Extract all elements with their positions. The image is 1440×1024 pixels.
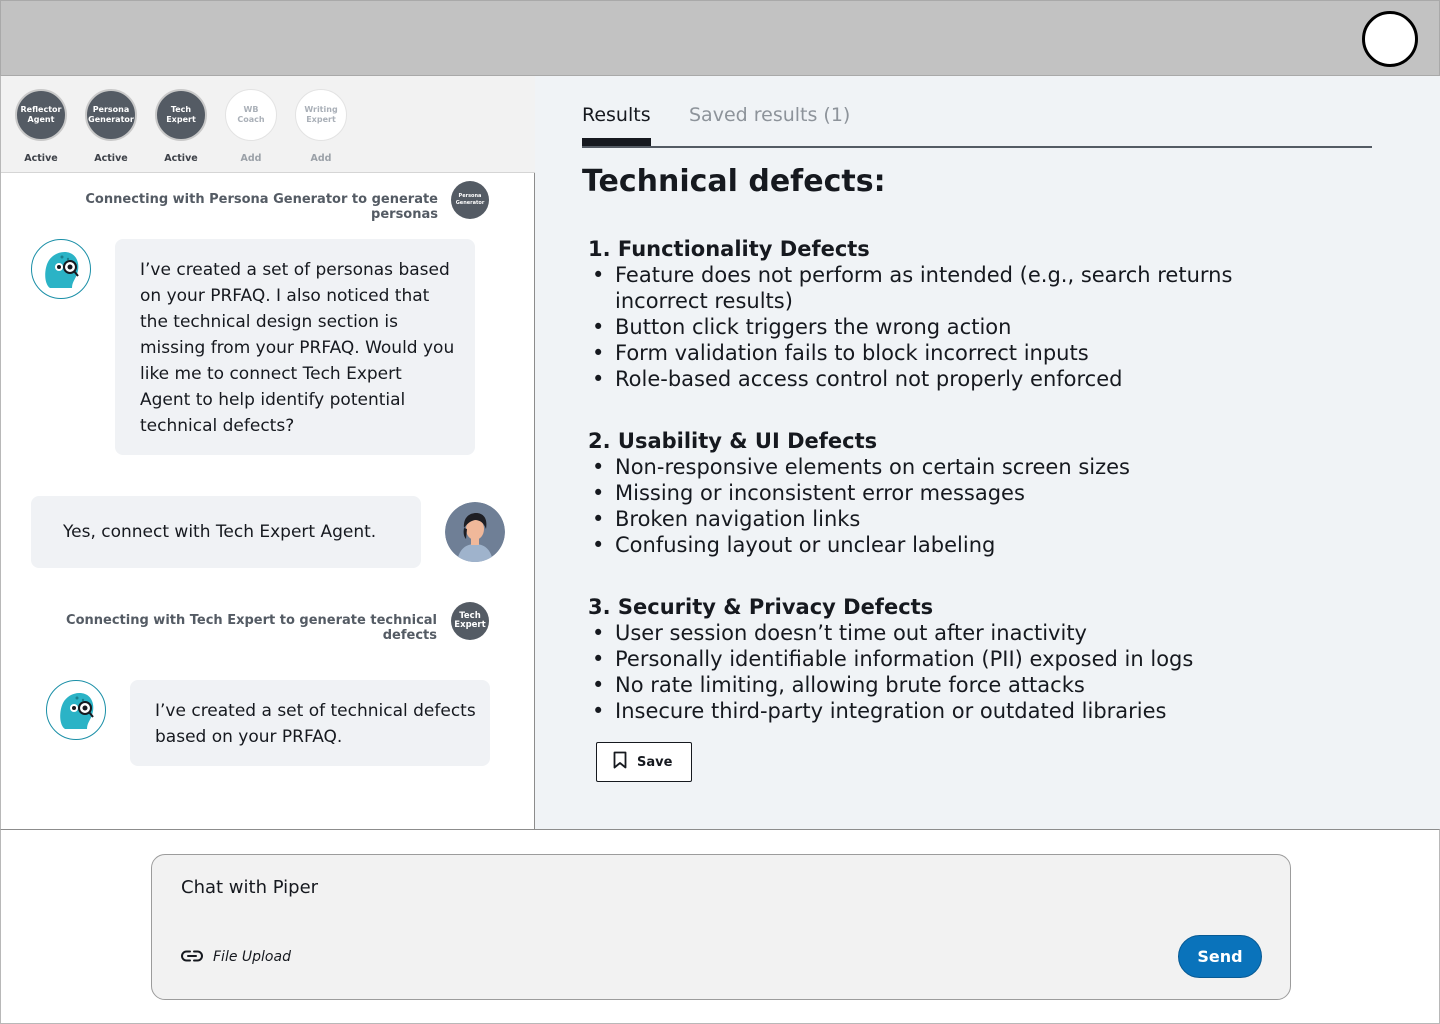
connection-status-persona: Connecting with Persona Generator to generate personas [85, 192, 438, 222]
defect-item: • Broken navigation links [588, 506, 1248, 532]
bot-message-1: I’ve created a set of personas based on your PRFAQ. I also noticed that the technical design section is missing from your PRFAQ. Would you like me to connect Tech Expert Agent to help identify potential technical defects? [115, 239, 475, 455]
link-icon [181, 947, 203, 966]
persona-generator-badge: Persona Generator [451, 181, 489, 219]
agent-status: Active [164, 153, 198, 164]
agent-circle[interactable]: Tech Expert [155, 89, 207, 141]
section-heading: 2. Usability & UI Defects [588, 429, 878, 453]
agent-status: Active [24, 153, 58, 164]
results-panel [535, 76, 1440, 829]
chat-input-placeholder: Chat with Piper [181, 877, 319, 898]
agent-status: Active [94, 153, 128, 164]
top-bar [0, 0, 1440, 76]
agent-add-label[interactable]: Add [240, 153, 262, 164]
agents-bar [1, 76, 535, 173]
defect-section-usability [588, 428, 1248, 558]
section-heading: 3. Security & Privacy Defects [588, 595, 934, 619]
defect-item: • User session doesn’t time out after inactivity [588, 620, 1248, 646]
profile-avatar[interactable] [1362, 11, 1418, 67]
agent-circle[interactable]: Persona Generator [85, 89, 137, 141]
defect-item: • Button click triggers the wrong action [588, 314, 1248, 340]
tab-results[interactable]: Results [582, 104, 651, 126]
defect-item: • Role-based access control not properly enforced [588, 366, 1248, 392]
defect-item: • Feature does not perform as intended (e.g., search returns incorrect results) [588, 262, 1248, 314]
defect-item: • Personally identifiable information (PII) exposed in logs [588, 646, 1248, 672]
defect-item: • Missing or inconsistent error messages [588, 480, 1248, 506]
agent-writing-expert[interactable] [291, 89, 351, 164]
agent-circle[interactable]: Writing Expert [295, 89, 347, 141]
agent-circle[interactable]: Reflector Agent [15, 89, 67, 141]
agent-add-label[interactable]: Add [310, 153, 332, 164]
composer-area [0, 829, 1440, 1024]
defect-section-functionality [588, 236, 1248, 392]
defect-item: • No rate limiting, allowing brute force attacks [588, 672, 1248, 698]
agent-reflector[interactable] [11, 89, 71, 164]
defect-section-security [588, 594, 1248, 724]
file-upload-label: File Upload [213, 948, 291, 965]
user-message-1: Yes, connect with Tech Expert Agent. [31, 496, 421, 568]
tab-saved-results[interactable]: Saved results (1) [689, 104, 851, 126]
save-button[interactable] [596, 742, 692, 782]
section-heading: 1. Functionality Defects [588, 237, 870, 261]
bot-message-2: I’ve created a set of technical defects based on your PRFAQ. [130, 680, 490, 766]
agent-persona-generator[interactable] [81, 89, 141, 164]
defect-item: • Form validation fails to block incorrect inputs [588, 340, 1248, 366]
connection-status-tech: Connecting with Tech Expert to generate technical defects [66, 613, 437, 643]
file-upload-link[interactable] [181, 947, 291, 966]
results-tabs [582, 104, 1372, 148]
active-tab-indicator [582, 138, 651, 146]
agent-tech-expert[interactable] [151, 89, 211, 164]
defect-item: • Insecure third-party integration or outdated libraries [588, 698, 1248, 724]
tech-expert-badge: Tech Expert [451, 602, 489, 640]
chat-input[interactable] [151, 854, 1291, 1000]
bookmark-icon [613, 751, 627, 773]
chat-panel [0, 76, 535, 829]
defect-item: • Confusing layout or unclear labeling [588, 532, 1248, 558]
agent-wb-coach[interactable] [221, 89, 281, 164]
defect-item: • Non-responsive elements on certain screen sizes [588, 454, 1248, 480]
save-button-label: Save [637, 754, 673, 770]
user-avatar-icon [445, 502, 505, 562]
results-title: Technical defects: [582, 164, 886, 199]
piper-avatar-icon [46, 680, 106, 740]
send-button[interactable]: Send [1178, 935, 1262, 978]
piper-avatar-icon [31, 239, 91, 299]
agent-circle[interactable]: WB Coach [225, 89, 277, 141]
